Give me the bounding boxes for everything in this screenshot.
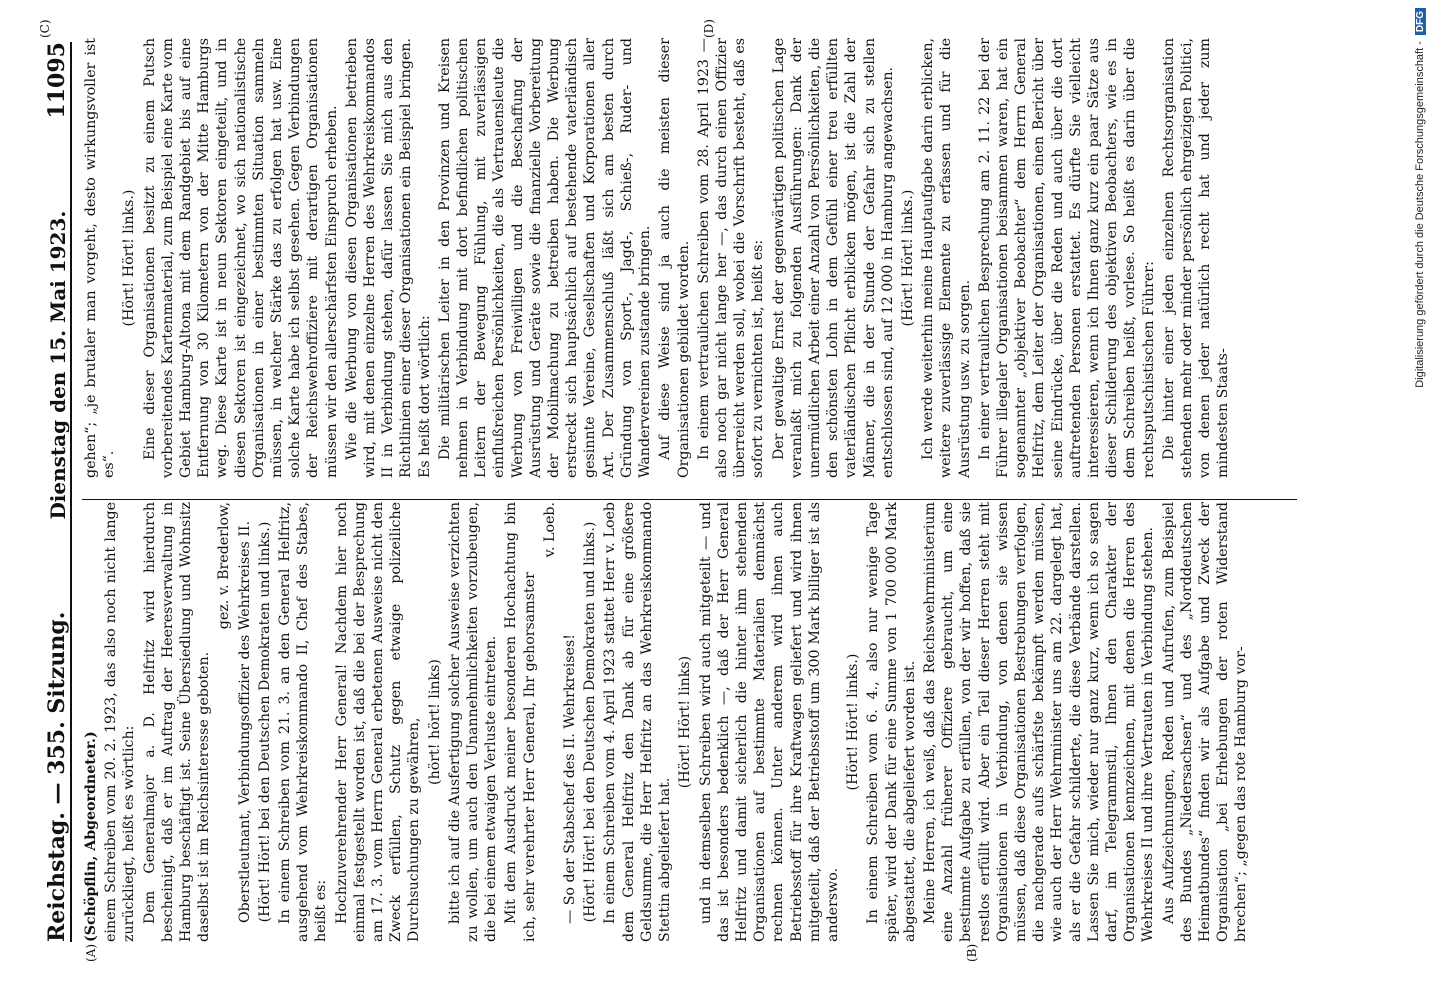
header-left: Reichstag. — 355. Sitzung.: [44, 611, 70, 942]
paragraph: (Hört! Hört! links.): [899, 189, 916, 327]
paragraph: Eine dieser Organisationen besitzt zu einem Putsch vorbereitendes Kartenmaterial, zum Beispiel eine Karte vom Gebiet Hamburg-Altona mit dem Randgebiet bis auf eine Entfernung von 30 Kilometern von der Mitte Hamburgs weg. Diese Karte ist in neun Sektoren eingeteilt, und in diesen Sektoren ist eingezeichnet, wo sich nationalistische Organisationen in einer bestimmten Situation sammeln müssen, in welcher Stärke das zu erfolgen hat usw. Eine solche Karte habe ich selbst gesehen. Gegen Verbindungen der Reichswehroffiziere mit derartigen Organisationen müssen wir den allerschärfsten Einspruch erheben.: [141, 38, 340, 478]
right-text-column: [82, 38, 1297, 478]
paragraph: Hochzuverehrender Herr General! Nachdem hier noch einmal festgestellt worden ist, daß die bei der Besprechung am 17. 3. vom Herrn General erbetenen Ausweise nicht den Zweck erfüllen, Schutz gegen etwaige polizeiliche Durchsuchungen zu gewähren,: [333, 502, 423, 942]
paragraph: Aus Aufzeichnungen, Reden und Aufrufen, zum Beispiel des Bundes „Niedersachsen“ und des „Norddeutschen Heimatbundes“ finden wir als Aufgabe und Zweck der Organisation „bei Erhebungen der roten Widerstand brechen“; „gegen das rote Hamburg vor-: [1160, 502, 1250, 942]
paragraph: Auf diese Weise sind ja auch die meisten dieser Organisationen gebildet worden.: [657, 38, 692, 478]
paragraph: bitte ich auf die Ausfertigung solcher Ausweise verzichten zu wollen, um auch den Unannehmlichkeiten vorzubeugen, die bei einem etwaigen Verluste eintreten.: [446, 502, 500, 942]
paragraph: (Hört! Hört! bei den Deutschen Demokraten und links.): [256, 521, 273, 923]
credit-text: Digitalisierung gefördert durch die Deutsche Forschungsgemeinschaft -: [1414, 41, 1426, 388]
paragraph: Mit dem Ausdruck meiner besonderen Hochachtung bin ich, sehr verehrter Herr General, Ihr gehorsamster: [503, 502, 538, 942]
paragraph: (Schöpflin, Abgeordneter.): [83, 731, 99, 942]
margin-mark-a: (A): [84, 943, 98, 962]
paragraph: Meine Herren, ich weiß, daß das Reichswehrministerium eine Anzahl früherer Offiziere gebraucht, um eine bestimmte Aufgabe zu erfüllen, von der wir hoffen, daß sie restlos erfüllt wird. Aber ein Teil dieser Herren steht mit Organisationen in Verbindung, von denen sie wissen müssen, daß diese Organisationen Bestrebungen verfolgen, die nachgerade aufs schärfste bekämpft werden müssen, wie auch der Herr Wehrminister uns am 22. dargelegt hat, als er die Gefahr schilderte, die diese Verbände darstellen. Lassen Sie mich, wieder nur ganz kurz, wenn ich so sagen darf, im Telegrammstil, Ihnen den Charakter der Organisationen kennzeichnen, mit denen die Herren des Wehrkreises II und ihre Vertrauten in Verbindung stehen.: [921, 502, 1157, 942]
paragraph: Der gewaltige Ernst der gegenwärtigen politischen Lage veranlaßt mich zu folgenden Ausführungen: Dank der unermüdlichen Arbeit einer Anzahl von Persönlichkeiten, die den schönsten Lohn in dem Gefühl einer treu erfüllten vaterländischen Pflicht erblicken mögen, ist die Zahl der Männer, die in der Stunde der Gefahr sich zu stellen entschlossen sind, auf 12 000 in Hamburg angewachsen.: [770, 38, 896, 478]
paragraph: (Hört! Hört! links): [677, 655, 694, 789]
paragraph: Die hinter einer jeden einzelnen Rechtsorganisation stehenden mehr oder minder persönlich ehrgeizigen Politici, von denen jeder natürlich recht hat und jeder zum mindesten Staats-: [1160, 38, 1232, 478]
paragraph: (hört! hört! links): [426, 659, 443, 785]
paragraph: Dem Generalmajor a. D. Helfritz wird hierdurch bescheinigt, daß er im Auftrag der Heeresverwaltung in Hamburg beschäftigt ist. Seine Übersiedlung und Wohnsitz daselbst ist im Reichsinteresse geboten.: [141, 502, 213, 942]
paragraph: (Hört! Hört! bei den Deutschen Demokraten und links.): [582, 521, 599, 923]
page-number: 11095: [44, 42, 70, 119]
paragraph: einem Schreiben vom 20. 2. 1923, das also noch nicht lange zurückliegt, heißt es wörtlich:: [103, 502, 138, 942]
paragraph: Wie die Werbung von diesen Organisationen betrieben wird, mit denen einzelne Herren des Wehrkreiskommandos II in Verbindung stehen, dafür lassen Sie mich aus den Richtlinien einer dieser Organisationen ein Beispiel bringen. Es heißt dort wörtlich:: [343, 38, 433, 478]
column-divider: [82, 499, 1297, 500]
paragraph: (Hört! Hört! links.): [121, 189, 138, 327]
margin-mark-c: (C): [38, 19, 52, 38]
dfg-logo: DFG: [1415, 8, 1426, 35]
header-date: Dienstag den 15. Mai 1923.: [46, 210, 70, 520]
left-text-column: [82, 502, 1297, 942]
paragraph: (Hört! Hört! links.): [845, 653, 862, 791]
paragraph: Oberstleutnant, Verbindungsoffizier des Wehrkreises II.: [236, 520, 253, 924]
paragraph: Ich werde weiterhin meine Hauptaufgabe darin erblicken, weitere zuverlässige Elemente zu erfassen und für die Ausrüstung usw. zu sorgen.: [920, 38, 973, 478]
page-header: [34, 42, 72, 942]
margin-mark-b: (B): [965, 943, 979, 962]
paragraph: v. Loeb.: [541, 502, 558, 558]
paragraph: In einem Schreiben vom 6. 4., also nur wenige Tage später, wird der Dank für eine Summe von 1 700 000 Mark abgestattet, die abgeliefert worden ist.: [865, 502, 918, 942]
paragraph: In einem Schreiben vom 21. 3. an den General Helfritz, ausgehend vom Wehrkreiskommando II, Chef des Stabes, heißt es:: [277, 502, 330, 942]
paragraph: In einer vertraulichen Besprechung am 2. 11. 22 bei der Führer illegaler Organisationen beisammen waren, hat ein sogenannter „objektiver Beobachter“ dem Herrn General Helfritz, dem Leiter der Organisationen, einen Bericht über seine Eindrücke, über die Reden und auch über die dort auftretenden Personen erstattet. Es dürfte Sie vielleicht interessieren, wenn ich Ihnen ganz kurz ein paar Sätze aus dieser Schilderung des objektiven Beobachters, wie es in dem Schreiben heißt, vorlese. So heißt es darin über die rechtsputschistischen Führer:: [976, 38, 1157, 478]
paragraph: gez. v. Brederlow,: [216, 502, 233, 630]
paragraph: In einem vertraulichen Schreiben vom 28. April 1923 — also noch gar nicht lange her —, das durch einen Offizier überreicht werden soll, wobei die Vorschrift besteht, daß es sofort zu vernichten ist, heißt es:: [695, 38, 767, 478]
paragraph: und in demselben Schreiben wird auch mitgeteilt — und das ist besonders bedenklich —, daß der Herr General Helfritz und damit sicherlich die hinter ihm stehenden Organisationen auf bestimmte Materialien demnächst rechnen können. Unter anderem wird ihnen auch Betriebsstoff für ihre Kraftwagen geliefert und wird ihnen mitgeteilt, daß der Betriebsstoff um 300 Mark billiger ist als anderswo.: [697, 502, 841, 942]
digitization-credit: [1410, 8, 1430, 992]
margin-mark-d: (D): [702, 19, 716, 38]
paragraph: Die militärischen Leiter in den Provinzen und Kreisen nehmen in Verbindung mit dort befindlichen politischen Leitern der Bewegung Fühlung, mit zuverlässigen einflußreichen Persönlichkeiten, die als Vertrauensleute die Werbung von Freiwilligen und die Beschaffung der Ausrüstung und Geräte sowie die finanzielle Vorbereitung der Mobilmachung zu betreiben haben. Die Werbung erstreckt sich hauptsächlich auf bestehende vaterländisch gesinnte Vereine, Gesellschaften und Korporationen aller Art. Der Zusammenschluß läßt sich am besten durch Gründung von Sport-, Jagd-, Schieß-, Ruder- und Wandervereinen zustande bringen.: [436, 38, 654, 478]
paragraph: In einem Schreiben vom 4. April 1923 stattet Herr v. Loeb dem General Helfritz den Dank ab für eine größere Geldsumme, die Herr Helfritz an das Wehrkreiskommando Stettin abgeliefert hat.: [602, 502, 674, 942]
paragraph: gehen“; „je brutaler man vorgeht, desto wirkungsvoller ist es“.: [83, 38, 118, 478]
paragraph: — So der Stabschef des II. Wehrkreises!: [562, 634, 579, 924]
